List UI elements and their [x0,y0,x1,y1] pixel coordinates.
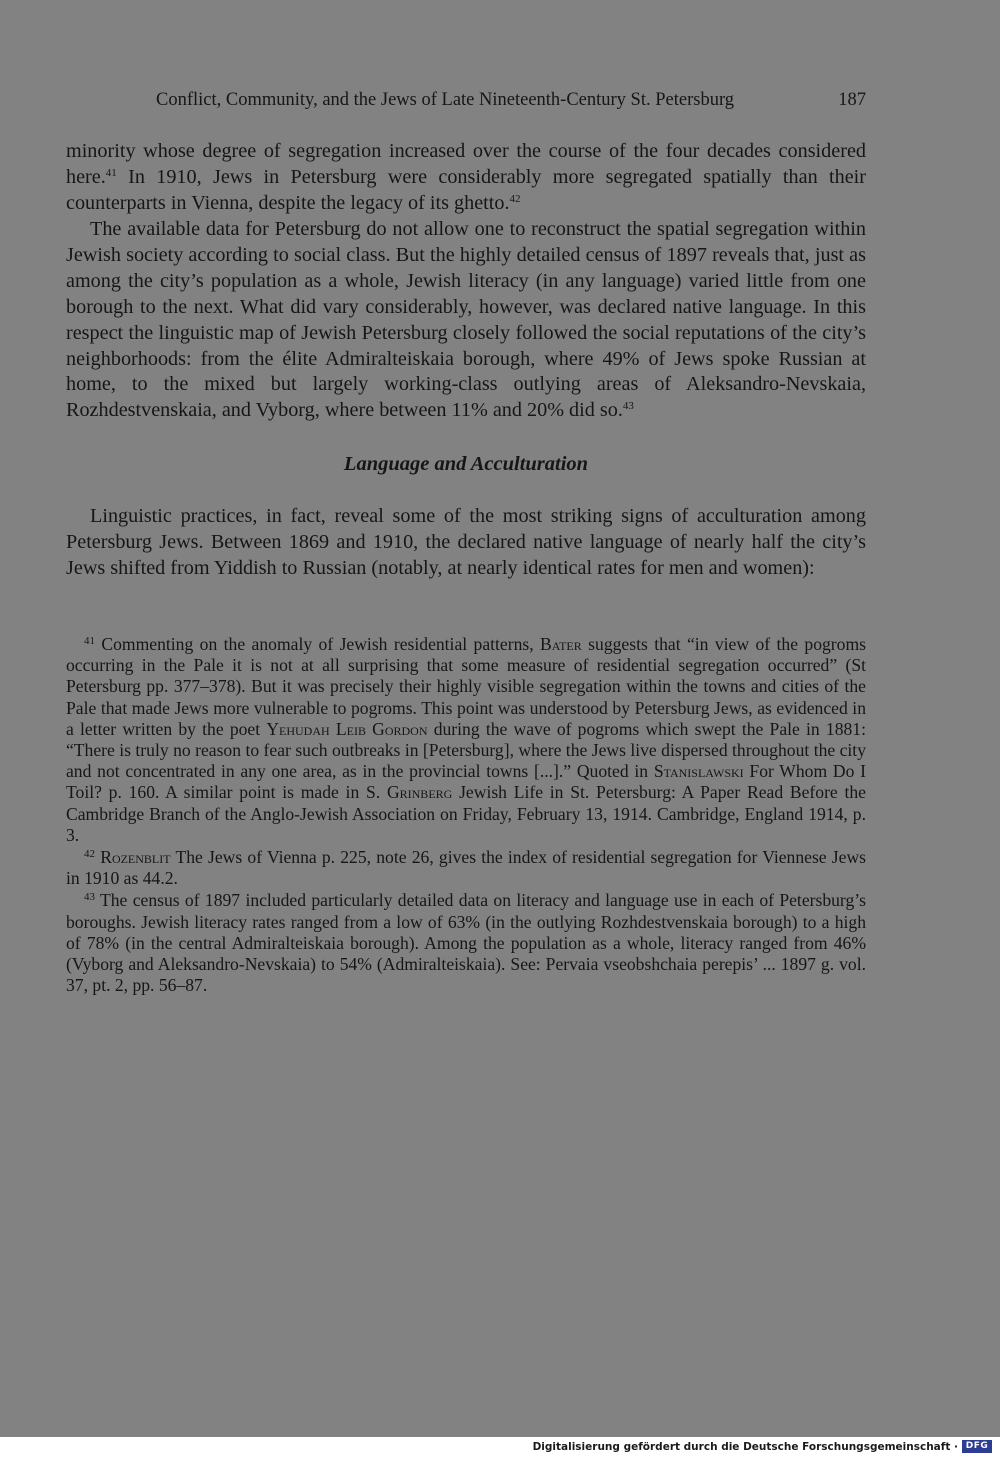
footnote-text: suggests that “in view of the pogroms occurring in the Pale it is not at all surprising that some measure of residential segregation occurred” (St Petersburg pp. 377–378). But it was precisely their highly visible segregation within the towns and cities of the Pale that made Jews more vulnerable to pogroms. This point was understood by Petersburg Jews, as evidenced in a letter written by the poet [66,634,866,739]
page-number: 187 [838,90,866,110]
section-heading: Language and Acculturation [343,453,589,475]
author-name: Rozenblit [100,847,171,868]
author-name: Yehudah Leib Gordon [266,718,428,739]
footnote-ref-41: 41 [105,166,117,179]
author-name: Stanislawski [653,761,744,782]
footnote-number: 42 [84,848,95,861]
author-name: Grinberg [386,782,453,803]
paragraph-text: In 1910, Jews in Petersburg were considerably more segregated spatially than their counterparts in Vienna, despite the legacy of its ghetto. [66,165,866,214]
paragraph-text: Linguistic practices, in fact, reveal some of the most striking signs of acculturation among Petersburg Jews. Between 1869 and 1910, the declared native language of nearly half the city’s Jews shifted from Yiddish to Russian (notably, at nearly identical rates for men and women): [66,505,866,579]
footnote-ref-42: 42 [509,192,521,205]
dfg-logo: DFG [962,1440,992,1453]
footnote-number: 41 [84,635,95,647]
body-paragraph-3 [66,504,866,582]
footnote-number: 43 [84,891,95,904]
footnote-text: Commenting on the anomaly of Jewish residential patterns, [95,634,541,654]
footnote-41 [66,634,866,846]
footnote-text: during the wave of pogroms which swept the Pale in 1881: “There is truly no reason to fear such outbreaks in [Petersburg], where the Jews live dispersed throughout the city and not concentrated in any one area, as in the provincial towns [...].” Quoted in [66,718,866,782]
footnote-text: For Whom Do I Toil? p. 160. A similar point is made in S. [66,761,866,803]
body-paragraph-1 [66,139,866,217]
footnote-text: Jewish Life in St. Petersburg: A Paper Read Before the Cambridge Branch of the Anglo-Jewish Association on Friday, February 13, 1914. Cambridge, England 1914, p. 3. [66,782,866,845]
author-name: Bater [540,634,582,654]
digitization-footer [0,1437,1000,1457]
body-paragraph-2 [66,217,866,424]
footnote-42 [66,847,866,889]
paragraph-text: The available data for Petersburg do not allow one to reconstruct the spatial segregation within Jewish society according to social class. But the highly detailed census of 1897 reveals that, just as among the city’s population as a whole, Jewish literacy (in any language) varied little from one borough to the next. What did vary considerably, however, was declared native language. In this respect the linguistic map of Jewish Petersburg closely followed the social reputations of the city’s neighborhoods: from the élite Admiralteiskaia borough, where 49% of Jews spoke Russian at home, to the mixed but largely working-class outlying areas of Aleksandro-Nevskaia, Rozhdestvenskaia, and Vyborg, where between 11% and 20% did so. [66,218,866,422]
footnote-text: The census of 1897 included particularly detailed data on literacy and language use in each of Petersburg’s boroughs. Jewish literacy rates ranged from a low of 63% (in the outlying Rozhdestvenskaia borough) to a high of 78% (in the central Admiralteiskaia borough). Among the population as a whole, literacy ranged from 46% (Vyborg and Aleksandro-Nevskaia) to 54% (Admiralteiskaia). See: Pervaia vseobshchaia perepis’ ... 1897 g. vol. 37, pt. 2, pp. 56–87. [66,890,866,996]
paragraph-text: minority whose degree of segregation increased over the course of the four decades considered here. [66,140,866,188]
footnotes [66,634,866,997]
footnote-43 [66,890,866,996]
footnote-ref-43: 43 [622,400,634,413]
running-head-title: Conflict, Community, and the Jews of Late Nineteenth-Century St. Petersburg [156,90,735,110]
funding-credit: Digitalisierung gefördert durch die Deutsche Forschungsgemeinschaft · [532,1441,958,1453]
footnote-text: The Jews of Vienna p. 225, note 26, gives the index of residential segregation for Viennese Jews in 1910 as 44.2. [66,847,866,889]
